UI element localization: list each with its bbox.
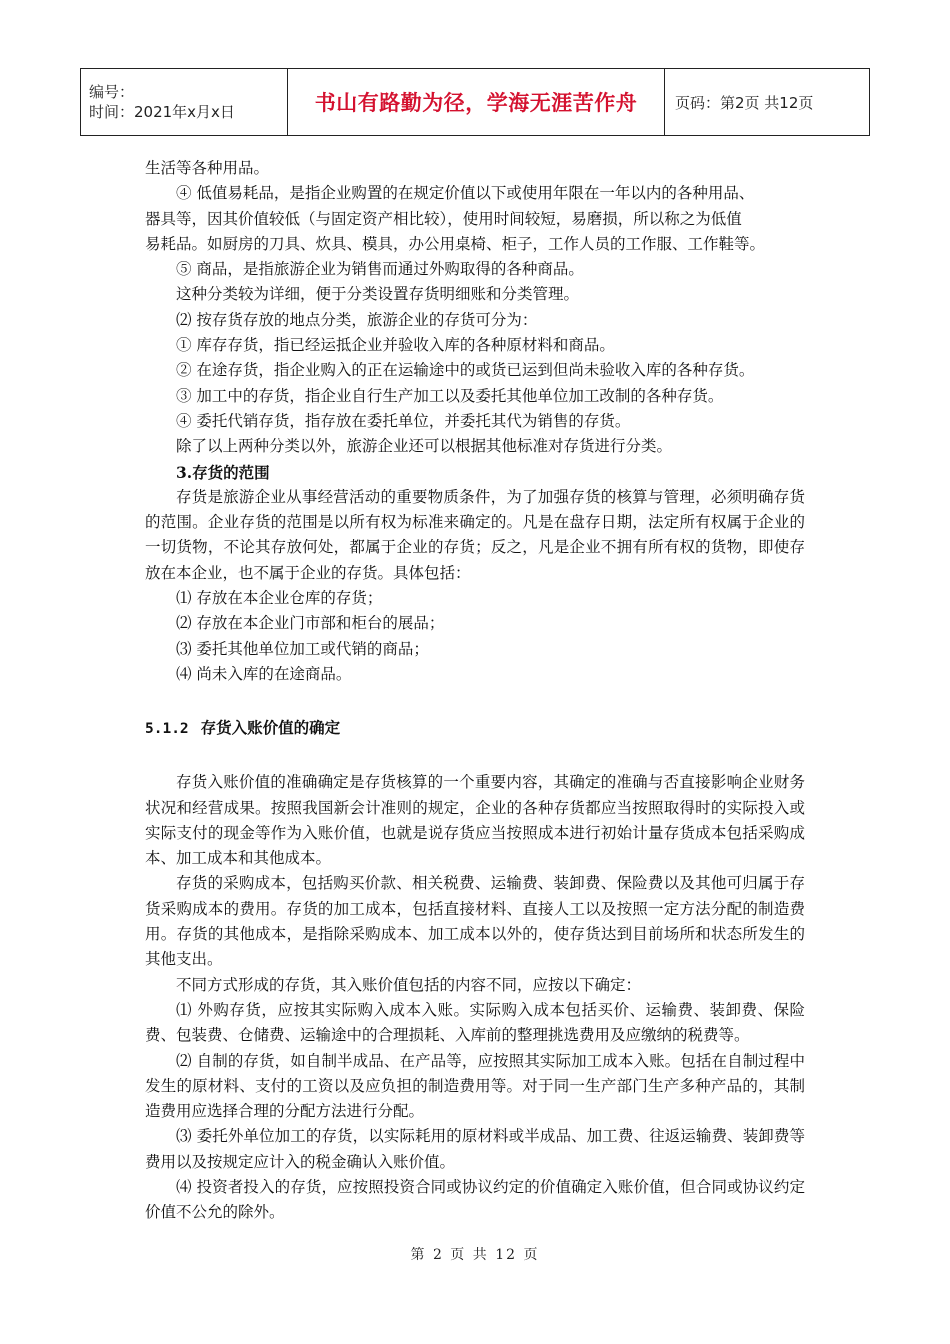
text-line: ④ 低值易耗品，是指企业购置的在规定价值以下或使用年限在一年以内的各种用品、 (176, 184, 755, 203)
subheading-scope: 3.存货的范围 (176, 462, 270, 482)
text-line: 易耗品。如厨房的刀具、炊具、模具，办公用桌椅、柜子，工作人员的工作服、工作鞋等。 (145, 234, 766, 253)
scope-item: ⑴ 存放在本企业仓库的存货； (176, 589, 383, 608)
page-footer: 第 2 页 共 12 页 (410, 1247, 540, 1263)
text-line: ③ 加工中的存货，指企业自行生产加工以及委托其他单位加工改制的各种存货。 (176, 386, 724, 405)
section-heading (145, 715, 805, 742)
section-number: 5.1.2 (145, 721, 189, 738)
text-line: 这种分类较为详细，便于分类设置存货明细账和分类管理。 (176, 285, 580, 304)
document-body (145, 156, 805, 1226)
page-header (80, 68, 870, 136)
text-line: 生活等各种用品。 (145, 159, 270, 177)
body-paragraph: ⑷ 投资者投入的存货，应按照投资合同或协议约定的价值确定入账价值，但合同或协议约定价值不公允的除外。 (145, 1177, 805, 1222)
scope-item: ⑵ 存放在本企业门市部和柜台的展品； (176, 614, 445, 633)
body-paragraph: ⑴ 外购存货，应按其实际购入成本入账。实际购入成本包括买价、运输费、装卸费、保险费、包装费、仓储费、运输途中的合理损耗、入库前的整理挑选费用及应缴纳的税费等。 (145, 1000, 805, 1045)
text-line: ④ 委托代销存货，指存放在委托单位，并委托其代为销售的存货。 (176, 411, 631, 430)
text-line: ① 库存存货，指已经运抵企业并验收入库的各种原材料和商品。 (176, 336, 615, 355)
text-line: 除了以上两种分类以外，旅游企业还可以根据其他标准对存货进行分类。 (176, 437, 673, 456)
text-line: 器具等，因其价值较低（与固定资产相比较），使用时间较短，易磨损，所以称之为低值 (145, 209, 742, 228)
header-motto: 书山有路勤为径，学海无涯苦作舟 (288, 69, 665, 136)
body-paragraph: 不同方式形成的存货，其入账价值包括的内容不同，应按以下确定： (176, 975, 642, 994)
header-page-label: 页码：第2页 共12页 (665, 69, 870, 136)
text-line: ⑤ 商品，是指旅游企业为销售而通过外购取得的各种商品。 (176, 260, 584, 279)
scope-item: ⑶ 委托其他单位加工或代销的商品； (176, 639, 429, 658)
body-paragraph: ⑶ 委托外单位加工的存货，以实际耗用的原材料或半成品、加工费、往返运输费、装卸费等费用以及按规定应计入的税金确认入账价值。 (145, 1127, 805, 1171)
body-paragraph: 存货入账价值的准确确定是存货核算的一个重要内容，其确定的准确与否直接影响企业财务状况和经营成果。按照我国新会计准则的规定，企业的各种存货都应当按照取得时的实际投入或实际支付的现金等作为入账价值，也就是说存货应当按照成本进行初始计量存货成本包括采购成本、加工成本和其他成本。 (145, 773, 805, 868)
section-title: 存货入账价值的确定 (200, 718, 341, 738)
text-line: ② 在途存货，指企业购入的正在运输途中的或货已运到但尚未验收入库的各种存货。 (176, 361, 755, 380)
text-line: ⑵ 按存货存放的地点分类，旅游企业的存货可分为： (176, 310, 538, 329)
body-paragraph: 存货的采购成本，包括购买价款、相关税费、运输费、装卸费、保险费以及其他可归属于存货采购成本的费用。存货的加工成本，包括直接材料、直接人工以及按照一定方法分配的制造费用。存货的其他成本，是指除采购成本、加工成本以外的，使存货达到目前场所和状态所发生的其他支出。 (145, 874, 805, 969)
time-label: 时间：2021年x月x日 (89, 103, 235, 121)
number-label: 编号： (89, 83, 135, 101)
scope-paragraph: 存货是旅游企业从事经营活动的重要物质条件，为了加强存货的核算与管理，必须明确存货的范围。企业存货的范围是以所有权为标准来确定的。凡是在盘存日期，法定所有权属于企业的一切货物，不论其存放何处，都属于企业的存货；反之，凡是企业不拥有所有权的货物，即使存放在本企业，也不属于企业的存货。具体包括： (145, 487, 805, 582)
scope-item: ⑷ 尚未入库的在途商品。 (176, 664, 352, 683)
header-info-cell (81, 69, 288, 136)
body-paragraph: ⑵ 自制的存货，如自制半成品、在产品等，应按照其实际加工成本入账。包括在自制过程中发生的原材料、支付的工资以及应负担的制造费用等。对于同一生产部门生产多种产品的，其制造费用应选择合理的分配方法进行分配。 (145, 1051, 805, 1121)
